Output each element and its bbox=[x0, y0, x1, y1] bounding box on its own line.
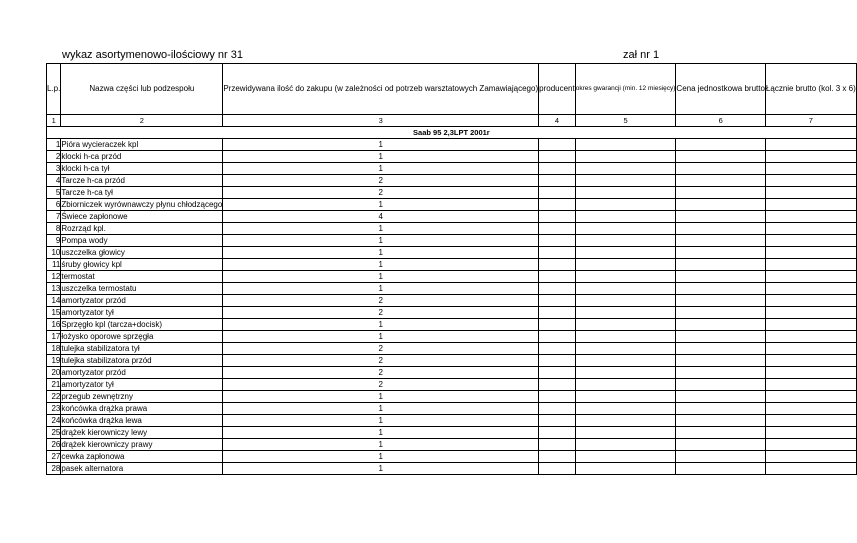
table-row bbox=[47, 187, 857, 199]
document-title: wykaz asortymenowo-ilościowy nr 31 bbox=[62, 49, 243, 61]
row-qty: 1 bbox=[223, 283, 539, 295]
table-row bbox=[47, 355, 857, 367]
row-total[interactable] bbox=[765, 211, 856, 223]
row-qty: 1 bbox=[223, 331, 539, 343]
row-name: tulejka stabilizatora przód bbox=[61, 355, 223, 367]
row-qty: 1 bbox=[223, 439, 539, 451]
row-producer[interactable] bbox=[539, 175, 576, 187]
row-lp: 15 bbox=[47, 307, 61, 319]
row-lp: 12 bbox=[47, 271, 61, 283]
row-warranty[interactable] bbox=[575, 271, 676, 283]
row-warranty[interactable] bbox=[575, 367, 676, 379]
row-name: końcówka drążka prawa bbox=[61, 403, 223, 415]
row-warranty[interactable] bbox=[575, 151, 676, 163]
row-total[interactable] bbox=[765, 235, 856, 247]
attachment-ref: zał nr 1 bbox=[623, 49, 660, 61]
row-lp: 20 bbox=[47, 367, 61, 379]
row-total[interactable] bbox=[765, 367, 856, 379]
row-warranty[interactable] bbox=[575, 295, 676, 307]
row-qty: 1 bbox=[223, 139, 539, 151]
row-lp: 27 bbox=[47, 451, 61, 463]
row-total[interactable] bbox=[765, 271, 856, 283]
row-unit-price[interactable] bbox=[676, 331, 766, 343]
table-row bbox=[47, 163, 857, 175]
col-header-lp: L.p. bbox=[47, 64, 61, 115]
row-lp: 19 bbox=[47, 355, 61, 367]
row-unit-price[interactable] bbox=[676, 307, 766, 319]
row-total[interactable] bbox=[765, 295, 856, 307]
row-lp: 3 bbox=[47, 163, 61, 175]
row-producer[interactable] bbox=[539, 331, 576, 343]
row-warranty[interactable] bbox=[575, 463, 676, 475]
row-qty: 2 bbox=[223, 175, 539, 187]
row-qty: 2 bbox=[223, 367, 539, 379]
row-producer[interactable] bbox=[539, 139, 576, 151]
col-header-unit-price: Cena jednostkowa brutto bbox=[676, 64, 766, 115]
table-row bbox=[47, 283, 857, 295]
table-row bbox=[47, 175, 857, 187]
row-qty: 4 bbox=[223, 211, 539, 223]
row-warranty[interactable] bbox=[575, 451, 676, 463]
row-qty: 1 bbox=[223, 259, 539, 271]
row-total[interactable] bbox=[765, 331, 856, 343]
row-unit-price[interactable] bbox=[676, 439, 766, 451]
table-row bbox=[47, 463, 857, 475]
row-unit-price[interactable] bbox=[676, 151, 766, 163]
row-producer[interactable] bbox=[539, 283, 576, 295]
row-producer[interactable] bbox=[539, 319, 576, 331]
row-qty: 1 bbox=[223, 319, 539, 331]
row-producer[interactable] bbox=[539, 247, 576, 259]
row-lp: 16 bbox=[47, 319, 61, 331]
row-producer[interactable] bbox=[539, 391, 576, 403]
row-qty: 2 bbox=[223, 343, 539, 355]
row-name: przegub zewnętrzny bbox=[61, 391, 223, 403]
row-qty: 1 bbox=[223, 403, 539, 415]
row-name: tulejka stabilizatora tył bbox=[61, 343, 223, 355]
row-warranty[interactable] bbox=[575, 355, 676, 367]
row-name: amortyzator przód bbox=[61, 295, 223, 307]
row-producer[interactable] bbox=[539, 307, 576, 319]
row-unit-price[interactable] bbox=[676, 391, 766, 403]
row-lp: 26 bbox=[47, 439, 61, 451]
row-total[interactable] bbox=[765, 451, 856, 463]
column-number-row bbox=[47, 115, 857, 127]
row-name: Tarcze h-ca tył bbox=[61, 187, 223, 199]
row-warranty[interactable] bbox=[575, 199, 676, 211]
row-total[interactable] bbox=[765, 199, 856, 211]
row-lp: 22 bbox=[47, 391, 61, 403]
row-lp: 8 bbox=[47, 223, 61, 235]
row-producer[interactable] bbox=[539, 463, 576, 475]
row-name: łożysko oporowe sprzęgła bbox=[61, 331, 223, 343]
row-lp: 5 bbox=[47, 187, 61, 199]
row-total[interactable] bbox=[765, 319, 856, 331]
row-warranty[interactable] bbox=[575, 163, 676, 175]
table-row bbox=[47, 343, 857, 355]
row-lp: 6 bbox=[47, 199, 61, 211]
row-lp: 1 bbox=[47, 139, 61, 151]
row-name: cewka zapłonowa bbox=[61, 451, 223, 463]
row-producer[interactable] bbox=[539, 211, 576, 223]
table-row bbox=[47, 403, 857, 415]
table-row bbox=[47, 415, 857, 427]
row-qty: 1 bbox=[223, 391, 539, 403]
row-warranty[interactable] bbox=[575, 223, 676, 235]
row-unit-price[interactable] bbox=[676, 295, 766, 307]
row-warranty[interactable] bbox=[575, 259, 676, 271]
col-number: 3 bbox=[223, 115, 539, 127]
row-lp: 11 bbox=[47, 259, 61, 271]
row-name: końcówka drążka lewa bbox=[61, 415, 223, 427]
row-lp: 18 bbox=[47, 343, 61, 355]
row-unit-price[interactable] bbox=[676, 259, 766, 271]
col-number: 4 bbox=[539, 115, 576, 127]
row-total[interactable] bbox=[765, 223, 856, 235]
col-number: 1 bbox=[47, 115, 61, 127]
row-name: drążek kierowniczy prawy bbox=[61, 439, 223, 451]
row-total[interactable] bbox=[765, 187, 856, 199]
row-unit-price[interactable] bbox=[676, 355, 766, 367]
row-warranty[interactable] bbox=[575, 415, 676, 427]
row-lp: 17 bbox=[47, 331, 61, 343]
row-unit-price[interactable] bbox=[676, 379, 766, 391]
table-row bbox=[47, 235, 857, 247]
row-qty: 2 bbox=[223, 379, 539, 391]
row-total[interactable] bbox=[765, 379, 856, 391]
table-row bbox=[47, 223, 857, 235]
row-unit-price[interactable] bbox=[676, 283, 766, 295]
row-warranty[interactable] bbox=[575, 139, 676, 151]
row-warranty[interactable] bbox=[575, 343, 676, 355]
row-warranty[interactable] bbox=[575, 307, 676, 319]
row-total[interactable] bbox=[765, 139, 856, 151]
row-producer[interactable] bbox=[539, 415, 576, 427]
col-header-producer: producent bbox=[539, 64, 576, 115]
section-title: Saab 95 2,3LPT 2001r bbox=[47, 127, 857, 139]
row-lp: 4 bbox=[47, 175, 61, 187]
row-qty: 1 bbox=[223, 235, 539, 247]
row-unit-price[interactable] bbox=[676, 247, 766, 259]
section-row bbox=[47, 127, 857, 139]
row-total[interactable] bbox=[765, 259, 856, 271]
row-warranty[interactable] bbox=[575, 211, 676, 223]
row-warranty[interactable] bbox=[575, 427, 676, 439]
row-total[interactable] bbox=[765, 355, 856, 367]
row-producer[interactable] bbox=[539, 367, 576, 379]
row-unit-price[interactable] bbox=[676, 415, 766, 427]
row-total[interactable] bbox=[765, 343, 856, 355]
row-unit-price[interactable] bbox=[676, 343, 766, 355]
row-unit-price[interactable] bbox=[676, 463, 766, 475]
row-name: Rozrząd kpl. bbox=[61, 223, 223, 235]
col-header-warranty: okres gwarancji (min. 12 miesięcy) bbox=[575, 64, 676, 115]
table-row bbox=[47, 439, 857, 451]
row-total[interactable] bbox=[765, 175, 856, 187]
row-producer[interactable] bbox=[539, 451, 576, 463]
row-producer[interactable] bbox=[539, 295, 576, 307]
col-header-name: Nazwa części lub podzespołu bbox=[61, 64, 223, 115]
row-qty: 1 bbox=[223, 271, 539, 283]
row-qty: 1 bbox=[223, 415, 539, 427]
header-row bbox=[47, 64, 857, 115]
row-producer[interactable] bbox=[539, 403, 576, 415]
row-producer[interactable] bbox=[539, 187, 576, 199]
row-producer[interactable] bbox=[539, 271, 576, 283]
col-header-qty: Przewidywana ilość do zakupu (w zależności od potrzeb warsztatowych Zamawiającego) bbox=[223, 64, 539, 115]
row-qty: 1 bbox=[223, 223, 539, 235]
row-producer[interactable] bbox=[539, 259, 576, 271]
row-name: klocki h-ca tył bbox=[61, 163, 223, 175]
row-qty: 1 bbox=[223, 247, 539, 259]
row-name: Świece zapłonowe bbox=[61, 211, 223, 223]
table-row bbox=[47, 427, 857, 439]
row-lp: 28 bbox=[47, 463, 61, 475]
row-name: amortyzator tył bbox=[61, 379, 223, 391]
col-number: 5 bbox=[575, 115, 676, 127]
row-name: Pompa wody bbox=[61, 235, 223, 247]
row-producer[interactable] bbox=[539, 427, 576, 439]
row-name: termostat bbox=[61, 271, 223, 283]
row-unit-price[interactable] bbox=[676, 319, 766, 331]
row-qty: 2 bbox=[223, 295, 539, 307]
table-row bbox=[47, 331, 857, 343]
row-warranty[interactable] bbox=[575, 379, 676, 391]
row-unit-price[interactable] bbox=[676, 211, 766, 223]
row-producer[interactable] bbox=[539, 235, 576, 247]
row-total[interactable] bbox=[765, 403, 856, 415]
row-producer[interactable] bbox=[539, 439, 576, 451]
row-warranty[interactable] bbox=[575, 439, 676, 451]
row-lp: 7 bbox=[47, 211, 61, 223]
table-row bbox=[47, 319, 857, 331]
row-warranty[interactable] bbox=[575, 175, 676, 187]
row-name: śruby głowicy kpl bbox=[61, 259, 223, 271]
row-warranty[interactable] bbox=[575, 331, 676, 343]
row-warranty[interactable] bbox=[575, 403, 676, 415]
row-lp: 10 bbox=[47, 247, 61, 259]
row-unit-price[interactable] bbox=[676, 403, 766, 415]
row-warranty[interactable] bbox=[575, 187, 676, 199]
table-row bbox=[47, 379, 857, 391]
row-unit-price[interactable] bbox=[676, 235, 766, 247]
row-producer[interactable] bbox=[539, 223, 576, 235]
table-row bbox=[47, 307, 857, 319]
row-name: Tarcze h-ca przód bbox=[61, 175, 223, 187]
row-qty: 1 bbox=[223, 427, 539, 439]
row-total[interactable] bbox=[765, 151, 856, 163]
col-number: 2 bbox=[61, 115, 223, 127]
row-total[interactable] bbox=[765, 439, 856, 451]
table-row bbox=[47, 259, 857, 271]
row-unit-price[interactable] bbox=[676, 163, 766, 175]
row-qty: 2 bbox=[223, 307, 539, 319]
row-unit-price[interactable] bbox=[676, 187, 766, 199]
row-warranty[interactable] bbox=[575, 235, 676, 247]
row-total[interactable] bbox=[765, 391, 856, 403]
row-qty: 2 bbox=[223, 355, 539, 367]
row-lp: 9 bbox=[47, 235, 61, 247]
col-number: 7 bbox=[765, 115, 856, 127]
row-producer[interactable] bbox=[539, 379, 576, 391]
row-unit-price[interactable] bbox=[676, 451, 766, 463]
row-total[interactable] bbox=[765, 283, 856, 295]
row-total[interactable] bbox=[765, 463, 856, 475]
row-lp: 25 bbox=[47, 427, 61, 439]
row-name: amortyzator tył bbox=[61, 307, 223, 319]
row-producer[interactable] bbox=[539, 355, 576, 367]
row-unit-price[interactable] bbox=[676, 175, 766, 187]
row-lp: 21 bbox=[47, 379, 61, 391]
row-warranty[interactable] bbox=[575, 319, 676, 331]
row-name: drążek kierowniczy lewy bbox=[61, 427, 223, 439]
row-producer[interactable] bbox=[539, 151, 576, 163]
row-lp: 14 bbox=[47, 295, 61, 307]
row-name: Sprzęgło kpl (tarcza+docisk) bbox=[61, 319, 223, 331]
row-lp: 2 bbox=[47, 151, 61, 163]
table-row bbox=[47, 367, 857, 379]
row-unit-price[interactable] bbox=[676, 367, 766, 379]
row-total[interactable] bbox=[765, 427, 856, 439]
row-name: amortyzator przód bbox=[61, 367, 223, 379]
row-qty: 2 bbox=[223, 187, 539, 199]
row-total[interactable] bbox=[765, 307, 856, 319]
row-qty: 1 bbox=[223, 163, 539, 175]
row-producer[interactable] bbox=[539, 343, 576, 355]
col-header-total: Łącznie brutto (kol. 3 x 6) bbox=[765, 64, 856, 115]
row-name: uszczelka głowicy bbox=[61, 247, 223, 259]
row-name: Pióra wycieraczek kpl bbox=[61, 139, 223, 151]
table-row bbox=[47, 391, 857, 403]
assortment-table bbox=[46, 63, 857, 475]
row-lp: 13 bbox=[47, 283, 61, 295]
row-lp: 23 bbox=[47, 403, 61, 415]
row-total[interactable] bbox=[765, 247, 856, 259]
row-producer[interactable] bbox=[539, 199, 576, 211]
row-name: uszczelka termostatu bbox=[61, 283, 223, 295]
row-qty: 1 bbox=[223, 151, 539, 163]
table-row bbox=[47, 151, 857, 163]
table-row bbox=[47, 211, 857, 223]
table-row bbox=[47, 247, 857, 259]
row-unit-price[interactable] bbox=[676, 199, 766, 211]
row-warranty[interactable] bbox=[575, 283, 676, 295]
row-unit-price[interactable] bbox=[676, 223, 766, 235]
row-unit-price[interactable] bbox=[676, 271, 766, 283]
row-unit-price[interactable] bbox=[676, 427, 766, 439]
row-total[interactable] bbox=[765, 415, 856, 427]
table-row bbox=[47, 295, 857, 307]
table-row bbox=[47, 139, 857, 151]
row-qty: 1 bbox=[223, 463, 539, 475]
row-producer[interactable] bbox=[539, 163, 576, 175]
row-total[interactable] bbox=[765, 163, 856, 175]
row-qty: 1 bbox=[223, 451, 539, 463]
row-lp: 24 bbox=[47, 415, 61, 427]
table-row bbox=[47, 451, 857, 463]
row-name: pasek alternatora bbox=[61, 463, 223, 475]
row-qty: 1 bbox=[223, 199, 539, 211]
row-name: Zbiorniczek wyrównawczy płynu chłodzącego bbox=[61, 200, 223, 209]
row-warranty[interactable] bbox=[575, 247, 676, 259]
row-unit-price[interactable] bbox=[676, 139, 766, 151]
col-number: 6 bbox=[676, 115, 766, 127]
table-row bbox=[47, 199, 857, 211]
table-row bbox=[47, 271, 857, 283]
row-warranty[interactable] bbox=[575, 391, 676, 403]
row-name: klocki h-ca przód bbox=[61, 151, 223, 163]
